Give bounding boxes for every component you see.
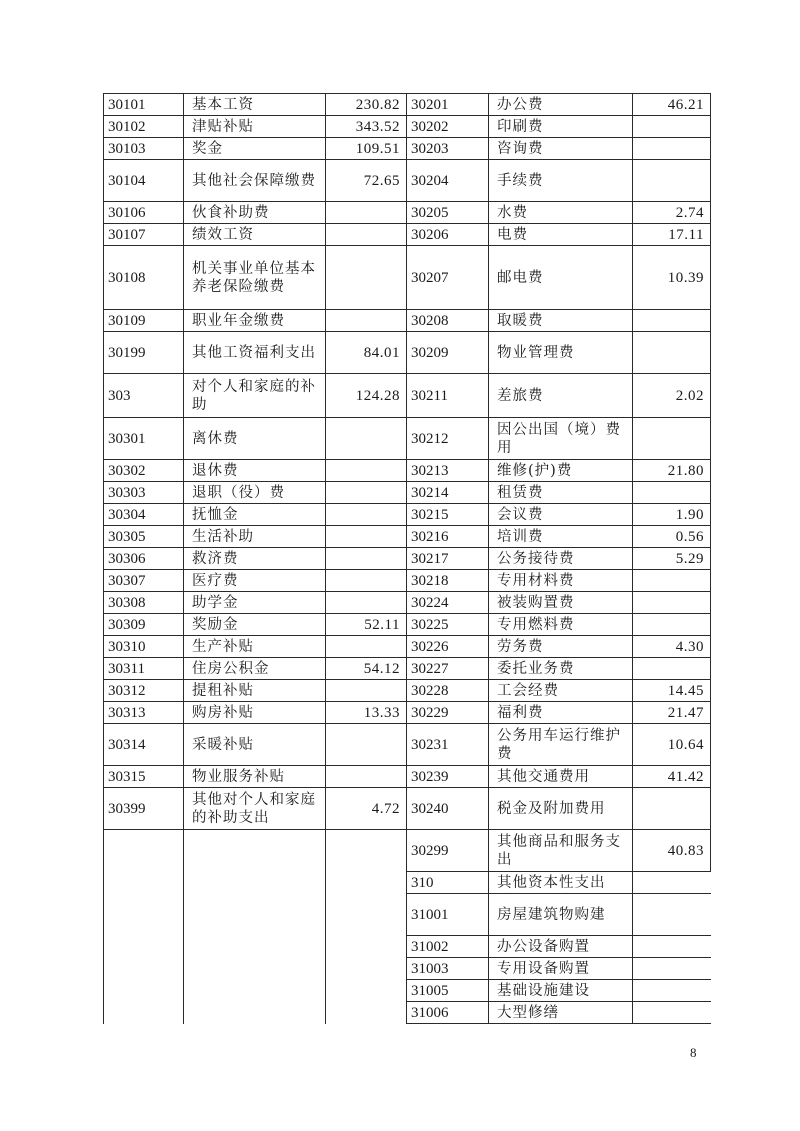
right-amount-cell: 10.64 [633,724,711,766]
right-code-cell: 310 [407,872,489,894]
table-row [104,482,711,504]
left-name-cell: 提租补贴 [184,680,326,702]
left-amount-cell [326,936,407,958]
right-code-cell: 30229 [407,702,489,724]
left-code-cell: 30109 [104,310,184,332]
left-code-cell: 30104 [104,160,184,202]
right-amount-cell [633,872,711,894]
right-amount-cell [633,658,711,680]
table-row [104,872,711,894]
right-name-cell: 取暖费 [489,310,633,332]
right-amount-cell [633,418,711,460]
left-name-cell: 生活补助 [184,526,326,548]
right-amount-cell: 21.47 [633,702,711,724]
left-name-cell [184,830,326,872]
right-code-cell: 30204 [407,160,489,202]
table-row [104,460,711,482]
left-code-cell: 303 [104,374,184,418]
table-row [104,830,711,872]
right-amount-cell [633,310,711,332]
table-row [104,374,711,418]
left-amount-cell [326,980,407,1002]
left-name-cell: 物业服务补贴 [184,766,326,788]
left-amount-cell: 124.28 [326,374,407,418]
left-amount-cell [326,592,407,614]
left-name-cell: 救济费 [184,548,326,570]
left-name-cell: 抚恤金 [184,504,326,526]
right-amount-cell: 40.83 [633,830,711,872]
left-name-cell: 其他工资福利支出 [184,332,326,374]
left-name-cell: 机关事业单位基本养老保险缴费 [184,246,326,310]
left-code-cell: 30309 [104,614,184,636]
table-row [104,160,711,202]
left-amount-cell [326,482,407,504]
right-code-cell: 31001 [407,894,489,936]
table-row [104,614,711,636]
right-amount-cell [633,894,711,936]
right-amount-cell: 5.29 [633,548,711,570]
right-code-cell: 30212 [407,418,489,460]
left-code-cell: 30310 [104,636,184,658]
right-amount-cell: 2.02 [633,374,711,418]
left-amount-cell [326,872,407,894]
left-name-cell: 基本工资 [184,94,326,116]
left-code-cell: 30315 [104,766,184,788]
right-name-cell: 工会经费 [489,680,633,702]
right-name-cell: 委托业务费 [489,658,633,680]
right-name-cell: 差旅费 [489,374,633,418]
right-amount-cell [633,482,711,504]
right-code-cell: 30225 [407,614,489,636]
left-name-cell: 退职（役）费 [184,482,326,504]
left-amount-cell [326,548,407,570]
left-amount-cell: 54.12 [326,658,407,680]
right-amount-cell [633,980,711,1002]
right-amount-cell: 2.74 [633,202,711,224]
right-name-cell: 咨询费 [489,138,633,160]
left-amount-cell: 84.01 [326,332,407,374]
table-row [104,548,711,570]
right-code-cell: 30205 [407,202,489,224]
left-amount-cell: 343.52 [326,116,407,138]
left-code-cell: 30303 [104,482,184,504]
left-amount-cell [326,418,407,460]
left-amount-cell [326,724,407,766]
right-code-cell: 30201 [407,94,489,116]
left-name-cell [184,1002,326,1024]
table-row [104,658,711,680]
left-name-cell: 绩效工资 [184,224,326,246]
right-code-cell: 30215 [407,504,489,526]
table-row [104,504,711,526]
left-amount-cell [326,766,407,788]
table-row [104,310,711,332]
right-name-cell: 专用材料费 [489,570,633,592]
left-amount-cell [326,202,407,224]
left-amount-cell: 72.65 [326,160,407,202]
right-name-cell: 其他商品和服务支出 [489,830,633,872]
right-amount-cell: 17.11 [633,224,711,246]
left-code-cell: 30106 [104,202,184,224]
left-code-cell: 30311 [104,658,184,680]
right-code-cell: 30231 [407,724,489,766]
right-amount-cell [633,160,711,202]
table-row [104,526,711,548]
right-amount-cell: 0.56 [633,526,711,548]
left-code-cell [104,872,184,894]
left-code-cell [104,980,184,1002]
left-code-cell: 30102 [104,116,184,138]
table-body [104,94,711,1024]
left-name-cell: 对个人和家庭的补助 [184,374,326,418]
right-name-cell: 福利费 [489,702,633,724]
left-name-cell: 津贴补贴 [184,116,326,138]
right-code-cell: 30207 [407,246,489,310]
left-name-cell: 购房补贴 [184,702,326,724]
right-name-cell: 租赁费 [489,482,633,504]
left-name-cell: 奖金 [184,138,326,160]
right-name-cell: 其他交通费用 [489,766,633,788]
left-code-cell: 30108 [104,246,184,310]
right-amount-cell: 21.80 [633,460,711,482]
right-name-cell: 办公费 [489,94,633,116]
table-row [104,138,711,160]
table-row [104,94,711,116]
table-row [104,224,711,246]
left-amount-cell [326,310,407,332]
left-code-cell: 30199 [104,332,184,374]
left-name-cell [184,872,326,894]
left-code-cell: 30103 [104,138,184,160]
left-amount-cell [326,570,407,592]
table-row [104,1002,711,1024]
table-row [104,592,711,614]
table-row [104,202,711,224]
right-amount-cell [633,614,711,636]
right-name-cell: 专用设备购置 [489,958,633,980]
right-code-cell: 30224 [407,592,489,614]
table-row [104,116,711,138]
left-name-cell: 生产补贴 [184,636,326,658]
right-name-cell: 电费 [489,224,633,246]
left-code-cell: 30399 [104,788,184,830]
left-amount-cell: 13.33 [326,702,407,724]
left-amount-cell [326,680,407,702]
left-name-cell: 离休费 [184,418,326,460]
right-amount-cell: 14.45 [633,680,711,702]
table-row [104,980,711,1002]
right-name-cell: 会议费 [489,504,633,526]
right-amount-cell [633,332,711,374]
right-name-cell: 基础设施建设 [489,980,633,1002]
right-name-cell: 公务用车运行维护费 [489,724,633,766]
right-name-cell: 印刷费 [489,116,633,138]
left-code-cell: 30312 [104,680,184,702]
table-row [104,894,711,936]
right-name-cell: 劳务费 [489,636,633,658]
right-code-cell: 30208 [407,310,489,332]
right-code-cell: 31006 [407,1002,489,1024]
right-amount-cell [633,116,711,138]
right-code-cell: 30216 [407,526,489,548]
left-code-cell: 30302 [104,460,184,482]
right-amount-cell [633,958,711,980]
left-amount-cell [326,636,407,658]
right-amount-cell [633,592,711,614]
right-code-cell: 30202 [407,116,489,138]
table-row [104,246,711,310]
right-code-cell: 30206 [407,224,489,246]
right-code-cell: 30214 [407,482,489,504]
right-code-cell: 30227 [407,658,489,680]
left-code-cell: 30301 [104,418,184,460]
right-code-cell: 30299 [407,830,489,872]
table-row [104,724,711,766]
left-code-cell: 30107 [104,224,184,246]
left-code-cell [104,1002,184,1024]
right-amount-cell [633,936,711,958]
left-code-cell: 30101 [104,94,184,116]
left-amount-cell: 4.72 [326,788,407,830]
right-code-cell: 30240 [407,788,489,830]
right-code-cell: 31005 [407,980,489,1002]
left-amount-cell [326,504,407,526]
left-name-cell [184,894,326,936]
table-row [104,702,711,724]
left-name-cell: 住房公积金 [184,658,326,680]
left-amount-cell [326,460,407,482]
right-code-cell: 30226 [407,636,489,658]
table-row [104,766,711,788]
left-code-cell: 30307 [104,570,184,592]
right-amount-cell [633,570,711,592]
right-amount-cell: 4.30 [633,636,711,658]
right-code-cell: 30218 [407,570,489,592]
right-amount-cell: 1.90 [633,504,711,526]
right-code-cell: 30203 [407,138,489,160]
right-amount-cell: 41.42 [633,766,711,788]
left-name-cell [184,936,326,958]
right-name-cell: 大型修缮 [489,1002,633,1024]
expenditure-table [103,93,711,1024]
right-amount-cell: 46.21 [633,94,711,116]
table-row [104,680,711,702]
left-amount-cell: 52.11 [326,614,407,636]
left-name-cell: 奖励金 [184,614,326,636]
left-code-cell: 30308 [104,592,184,614]
right-name-cell: 维修(护)费 [489,460,633,482]
left-amount-cell [326,1002,407,1024]
page-number: 8 [690,1045,697,1060]
table-row [104,570,711,592]
right-code-cell: 30239 [407,766,489,788]
left-code-cell: 30314 [104,724,184,766]
table-row [104,418,711,460]
left-amount-cell [326,246,407,310]
left-name-cell: 医疗费 [184,570,326,592]
left-name-cell: 职业年金缴费 [184,310,326,332]
table-row [104,788,711,830]
right-name-cell: 被装购置费 [489,592,633,614]
left-code-cell: 30305 [104,526,184,548]
left-code-cell: 30304 [104,504,184,526]
right-name-cell: 因公出国（境）费用 [489,418,633,460]
left-amount-cell [326,958,407,980]
right-code-cell: 30213 [407,460,489,482]
left-amount-cell [326,894,407,936]
left-amount-cell [326,830,407,872]
left-name-cell: 采暖补贴 [184,724,326,766]
right-amount-cell [633,138,711,160]
right-name-cell: 税金及附加费用 [489,788,633,830]
right-amount-cell [633,1002,711,1024]
right-name-cell: 办公设备购置 [489,936,633,958]
table-row [104,958,711,980]
table-row [104,636,711,658]
left-name-cell: 伙食补助费 [184,202,326,224]
right-name-cell: 培训费 [489,526,633,548]
right-code-cell: 31003 [407,958,489,980]
left-code-cell: 30306 [104,548,184,570]
right-code-cell: 31002 [407,936,489,958]
right-name-cell: 专用燃料费 [489,614,633,636]
left-code-cell [104,958,184,980]
right-code-cell: 30209 [407,332,489,374]
left-code-cell: 30313 [104,702,184,724]
left-name-cell: 助学金 [184,592,326,614]
table-row [104,332,711,374]
left-amount-cell [326,224,407,246]
right-name-cell: 物业管理费 [489,332,633,374]
left-name-cell: 其他社会保障缴费 [184,160,326,202]
right-name-cell: 水费 [489,202,633,224]
left-name-cell [184,980,326,1002]
right-amount-cell: 10.39 [633,246,711,310]
left-name-cell [184,958,326,980]
right-amount-cell [633,788,711,830]
right-name-cell: 其他资本性支出 [489,872,633,894]
left-amount-cell: 230.82 [326,94,407,116]
right-name-cell: 邮电费 [489,246,633,310]
left-amount-cell: 109.51 [326,138,407,160]
right-name-cell: 手续费 [489,160,633,202]
left-code-cell [104,894,184,936]
right-name-cell: 房屋建筑物购建 [489,894,633,936]
left-name-cell: 其他对个人和家庭的补助支出 [184,788,326,830]
right-code-cell: 30211 [407,374,489,418]
left-code-cell [104,830,184,872]
right-code-cell: 30228 [407,680,489,702]
right-name-cell: 公务接待费 [489,548,633,570]
right-code-cell: 30217 [407,548,489,570]
left-name-cell: 退休费 [184,460,326,482]
left-amount-cell [326,526,407,548]
left-code-cell [104,936,184,958]
table-row [104,936,711,958]
